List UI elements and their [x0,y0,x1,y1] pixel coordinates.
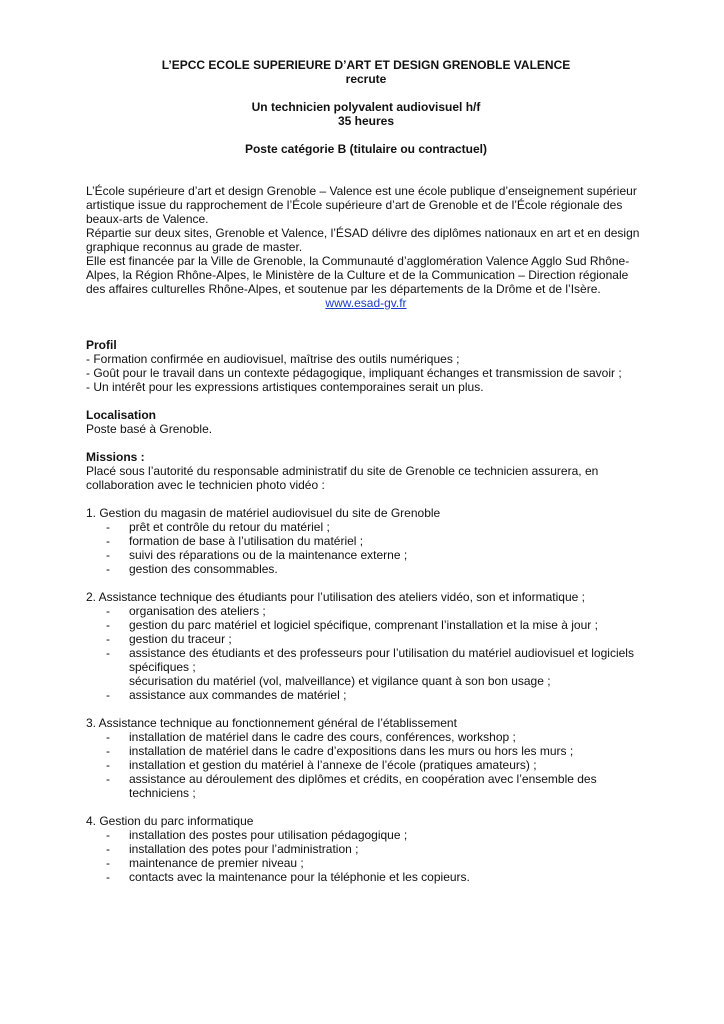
intro-paragraph-3: Elle est financée par la Ville de Grenoble, la Communauté d’agglomération Valence Agglo Sud Rhône-Alpes, la Région Rhône-Alpes, le Ministère de la Culture et de la Communication – Direction régionale des affaires culturelles Rhône-Alpes, et soutenue par les départements de la Drôme et de l’Isère. [86,254,630,296]
dash-bullet: - [106,842,110,856]
mission-2-title: 2. Assistance technique des étudiants pour l’utilisation des ateliers vidéo, son et informatique ; [86,590,585,604]
intro-paragraph-1: L’École supérieure d’art et design Grenoble – Valence est une école publique d’enseignement supérieur artistique issue du rapprochement de l’École supérieure d’art de Grenoble et de l’École régionale des beaux-arts de Valence. [86,184,637,226]
dash-bullet: - [106,870,110,884]
dash-bullet: - [106,856,110,870]
mission-4-title: 4. Gestion du parc informatique [86,814,254,828]
dash-bullet: - [106,744,110,758]
mission-2-list [86,604,646,674]
job-hours: 35 heures [337,114,395,128]
dash-bullet: - [106,548,110,562]
list-item: - installation de matériel dans le cadre des cours, conférences, workshop ; [106,730,516,744]
list-item: - gestion du parc matériel et logiciel spécifique, comprenant l’installation et la mise à jour ; [106,618,598,632]
mission-1-list [86,520,646,576]
dash-bullet: - [106,562,110,576]
list-item: - assistance des étudiants et des professeurs pour l’utilisation du matériel audiovisuel et logiciels spécifiques ; [106,646,634,674]
mission-2-list-end [86,688,646,702]
missions-intro: Placé sous l’autorité du responsable administratif du site de Grenoble ce technicien assurera, en collaboration avec le technicien photo vidéo : [86,464,599,492]
list-item: - contacts avec la maintenance pour la téléphonie et les copieurs. [106,870,470,884]
list-item: - formation de base à l’utilisation du matériel ; [106,534,364,548]
dash-bullet: - [106,758,110,772]
dash-bullet: - [106,632,110,646]
intro-paragraph-2: Répartie sur deux sites, Grenoble et Valence, l’ÉSAD délivre des diplômes nationaux en art et en design graphique reconnus au grade de master. [86,226,640,254]
list-item: - maintenance de premier niveau ; [106,856,304,870]
localisation-text: Poste basé à Grenoble. [86,422,213,436]
dash-bullet: - [106,520,110,534]
website-link[interactable]: www.esad-gv.fr [325,296,407,310]
mission-2-note: sécurisation du matériel (vol, malveillance) et vigilance quant à son bon usage ; [129,674,551,688]
list-item: - installation de matériel dans le cadre d’expositions dans les murs ou hors les murs ; [106,744,574,758]
mission-4-list [86,828,646,884]
dash-bullet: - [106,688,110,702]
recruits-label: recrute [345,72,387,86]
dash-bullet: - [106,730,110,744]
list-item: - organisation des ateliers ; [106,604,266,618]
list-item: - gestion du traceur ; [106,632,232,646]
document-page [86,58,646,884]
list-item: - gestion des consommables. [106,562,278,576]
missions-heading: Missions : [86,450,145,464]
list-item: - installation des postes pour utilisation pédagogique ; [106,828,408,842]
job-category: Poste catégorie B (titulaire ou contractuel) [244,142,488,156]
mission-3-list [86,730,646,800]
profil-item: - Formation confirmée en audiovisuel, maîtrise des outils numériques ; [86,352,460,366]
mission-3-title: 3. Assistance technique au fonctionnement général de l’établissement [86,716,457,730]
list-item: - suivi des réparations ou de la maintenance externe ; [106,548,408,562]
dash-bullet: - [106,534,110,548]
job-title: Un technicien polyvalent audiovisuel h/f [251,100,481,114]
profil-item: - Goût pour le travail dans un contexte pédagogique, impliquant échanges et transmission de savoir ; [86,366,622,380]
dash-bullet: - [106,618,110,632]
list-item: - installation des potes pour l’administration ; [106,842,359,856]
list-item: - assistance au déroulement des diplômes et crédits, en coopération avec l’ensemble des techniciens ; [106,772,597,800]
list-item: - prêt et contrôle du retour du matériel ; [106,520,330,534]
dash-bullet: - [106,646,110,660]
localisation-heading: Localisation [86,408,157,422]
profil-heading: Profil [86,338,117,352]
dash-bullet: - [106,828,110,842]
dash-bullet: - [106,604,110,618]
profil-item: - Un intérêt pour les expressions artistiques contemporaines serait un plus. [86,380,484,394]
dash-bullet: - [106,772,110,786]
employer-title: L’EPCC ECOLE SUPERIEURE D’ART ET DESIGN GRENOBLE VALENCE [161,58,571,72]
list-item: - assistance aux commandes de matériel ; [106,688,347,702]
mission-1-title: 1. Gestion du magasin de matériel audiovisuel du site de Grenoble [86,506,441,520]
list-item: - installation et gestion du matériel à l’annexe de l’école (pratiques amateurs) ; [106,758,537,772]
